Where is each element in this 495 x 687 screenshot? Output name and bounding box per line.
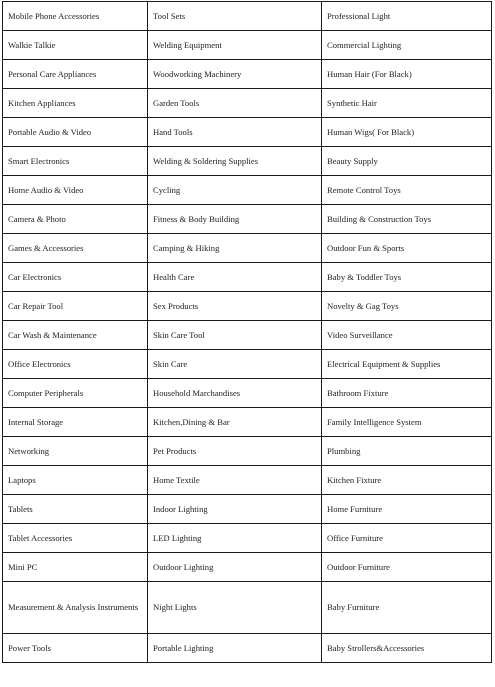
table-cell: Synthetic Hair [322, 89, 492, 118]
table-cell: Beauty Supply [322, 147, 492, 176]
table-cell: Human Hair (For Black) [322, 60, 492, 89]
table-cell: Smart Electronics [3, 147, 148, 176]
table-cell: Baby & Toddler Toys [322, 263, 492, 292]
table-cell: Building & Construction Toys [322, 205, 492, 234]
table-row [3, 234, 492, 263]
table-cell: Office Electronics [3, 350, 148, 379]
table-cell: Skin Care Tool [148, 321, 322, 350]
table-row [3, 2, 492, 31]
table-cell: Professional Light [322, 2, 492, 31]
table-cell: Car Electronics [3, 263, 148, 292]
table-row [3, 147, 492, 176]
table-row [3, 292, 492, 321]
table-cell: Hand Tools [148, 118, 322, 147]
table-cell: Health Care [148, 263, 322, 292]
table-cell: Car Repair Tool [3, 292, 148, 321]
table-cell: Kitchen,Dining & Bar [148, 408, 322, 437]
table-cell: Outdoor Lighting [148, 553, 322, 582]
table-row [3, 582, 492, 634]
table-cell: Kitchen Fixture [322, 466, 492, 495]
table-row [3, 263, 492, 292]
table-cell: Mobile Phone Accessories [3, 2, 148, 31]
table-cell: Computer Peripherals [3, 379, 148, 408]
table-cell: Night Lights [148, 582, 322, 634]
table-row [3, 31, 492, 60]
table-cell: Camera & Photo [3, 205, 148, 234]
table-cell: Home Furniture [322, 495, 492, 524]
table-cell: Indoor Lighting [148, 495, 322, 524]
table-cell: Commercial Lighting [322, 31, 492, 60]
table-cell: Human Wigs( For Black) [322, 118, 492, 147]
table-cell: Remote Control Toys [322, 176, 492, 205]
table-cell: Family Intelligence System [322, 408, 492, 437]
table-cell: Outdoor Furniture [322, 553, 492, 582]
table-cell: Office Furniture [322, 524, 492, 553]
table-cell: LED Lighting [148, 524, 322, 553]
table-row [3, 437, 492, 466]
table-cell: Tool Sets [148, 2, 322, 31]
table-cell: Baby Furniture [322, 582, 492, 634]
table-cell: Plumbing [322, 437, 492, 466]
table-cell: Walkie Talkie [3, 31, 148, 60]
table-row [3, 466, 492, 495]
category-table [2, 1, 492, 663]
table-cell: Personal Care Appliances [3, 60, 148, 89]
table-cell: Garden Tools [148, 89, 322, 118]
table-cell: Pet Products [148, 437, 322, 466]
table-cell: Tablet Accessories [3, 524, 148, 553]
table-cell: Sex Products [148, 292, 322, 321]
table-cell: Bathroom Fixture [322, 379, 492, 408]
table-cell: Tablets [3, 495, 148, 524]
table-cell: Home Textile [148, 466, 322, 495]
table-cell: Mini PC [3, 553, 148, 582]
table-cell: Outdoor Fun & Sports [322, 234, 492, 263]
table-row [3, 205, 492, 234]
table-row [3, 524, 492, 553]
table-row [3, 350, 492, 379]
table-cell: Laptops [3, 466, 148, 495]
table-cell: Portable Lighting [148, 634, 322, 663]
table-row [3, 379, 492, 408]
table-cell: Welding & Soldering Supplies [148, 147, 322, 176]
table-row [3, 634, 492, 663]
table-cell: Networking [3, 437, 148, 466]
table-cell: Power Tools [3, 634, 148, 663]
table-row [3, 495, 492, 524]
table-cell: Welding Equipment [148, 31, 322, 60]
table-cell: Measurement & Analysis Instruments [3, 582, 148, 634]
table-cell: Portable Audio & Video [3, 118, 148, 147]
table-cell: Household Marchandises [148, 379, 322, 408]
table-cell: Baby Strollers&Accessories [322, 634, 492, 663]
table-row [3, 553, 492, 582]
table-cell: Electrical Equipment & Supplies [322, 350, 492, 379]
table-row [3, 89, 492, 118]
table-cell: Internal Storage [3, 408, 148, 437]
table-cell: Home Audio & Video [3, 176, 148, 205]
table-cell: Video Surveillance [322, 321, 492, 350]
table-cell: Fitness & Body Building [148, 205, 322, 234]
table-cell: Woodworking Machinery [148, 60, 322, 89]
table-row [3, 118, 492, 147]
table-cell: Kitchen Appliances [3, 89, 148, 118]
table-cell: Camping & Hiking [148, 234, 322, 263]
table-row [3, 321, 492, 350]
table-row [3, 176, 492, 205]
table-cell: Car Wash & Maintenance [3, 321, 148, 350]
table-cell: Games & Accessories [3, 234, 148, 263]
category-table-container [2, 1, 491, 663]
table-row [3, 60, 492, 89]
table-cell: Novelty & Gag Toys [322, 292, 492, 321]
table-cell: Skin Care [148, 350, 322, 379]
table-cell: Cycling [148, 176, 322, 205]
table-row [3, 408, 492, 437]
